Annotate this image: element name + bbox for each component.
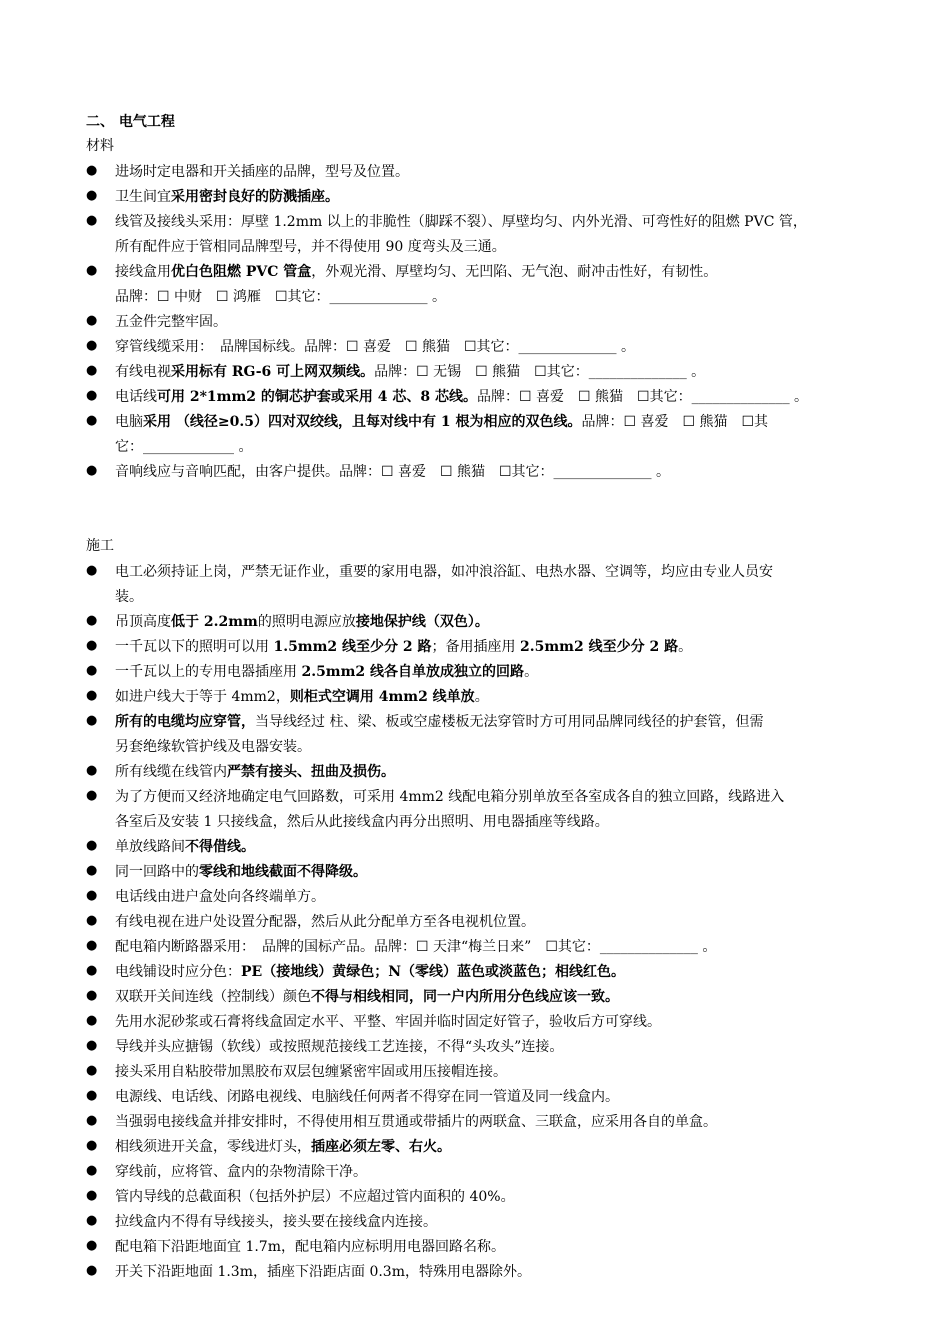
bullet-icon: ● [86,713,98,728]
materials-item-text [115,185,915,210]
construction-item-text [115,835,915,860]
construction-item-text [115,860,915,885]
materials-item-text [115,160,915,185]
text-segment: 同一回路中的 [115,864,199,880]
construction-item-text [115,1035,915,1060]
text-segment: 所有配件应于管相同品牌型号，并不得使用 90 度弯头及三通。 [115,239,506,255]
bullet-icon: ● [86,763,98,778]
bold-segment: 2.5mm2 线至少分 2 路 [520,639,679,655]
bold-segment: 采用标有 RG-6 可上网双频线。 [171,364,375,380]
construction-item-text [115,785,915,835]
text-segment: 电话线 [115,389,157,405]
text-segment: 装。 [115,589,143,605]
bold-segment: 则柜式空调用 4mm2 线单放 [289,689,475,705]
construction-item-text [115,710,915,760]
materials-item-text [115,460,915,485]
construction-item-text [115,1010,915,1035]
text-segment: 五金件完整牢固。 [115,314,227,330]
text-segment: 。 [678,639,693,655]
text-segment: 音响线应与音响匹配，由客户提供。品牌：☐ 喜爱 ☐ 熊猫 ☐其它：______________ 。 [115,464,671,480]
text-segment: 电线铺设时应分色： [115,964,241,980]
bold-segment: 采用密封良好的防溅插座。 [171,189,339,205]
text-segment: 吊顶高度 [115,614,171,630]
bullet-icon: ● [86,888,98,903]
text-segment: 有线电视在进户处设置分配器，然后从此分配单方至各电视机位置。 [115,914,535,930]
bullet-icon: ● [86,863,98,878]
text-segment: 品牌：☐ 喜爱 ☐ 熊猫 ☐其 [581,414,769,430]
bullet-icon: ● [86,1088,98,1103]
materials-title: 材料 [86,138,114,154]
construction-item-text [115,635,915,660]
text-segment: 配电箱下沿距地面宜 1.7m，配电箱内应标明用电器回路名称。 [115,1239,505,1255]
materials-item-text [115,360,915,385]
text-segment: 接头采用自粘胶带加黑胶布双层包缠紧密牢固或用压接帽连接。 [115,1064,507,1080]
text-segment: 当导线经过 柱、梁、板或空虚楼板无法穿管时方可用同品牌同线径的护套管，但需 [255,714,764,730]
text-segment: 接线盒用 [115,264,171,280]
materials-item-text [115,385,915,410]
bullet-icon: ● [86,688,98,703]
bold-segment: 采用 （线径≥0.5）四对双绞线，且每对线中有 1 根为相应的双色线。 [143,414,582,430]
materials-item-text [115,335,915,360]
bullet-icon: ● [86,563,98,578]
text-segment: 品牌：☐ 无锡 ☐ 熊猫 ☐其它：______________ 。 [374,364,706,380]
bold-segment: 不得与相线相同，同一户内所用分色线应该一致。 [311,989,619,1005]
text-segment: 配电箱内断路器采用： 品牌的国标产品。品牌：☐ 天津“梅兰日来” ☐其它：______________ 。 [115,939,717,955]
bullet-icon: ● [86,363,98,378]
bullet-icon: ● [86,313,98,328]
bold-segment: 1.5mm2 线至少分 2 路 [273,639,432,655]
bullet-icon: ● [86,838,98,853]
text-segment: 有线电视 [115,364,171,380]
bullet-icon: ● [86,1113,98,1128]
text-segment: 电话线由进户盒处向各终端单方。 [115,889,325,905]
text-segment: ；备用插座用 [431,639,520,655]
bold-segment: 低于 2.2mm [171,614,258,630]
construction-item-text [115,1135,915,1160]
bullet-icon: ● [86,1163,98,1178]
construction-item-text [115,685,915,710]
materials-item-text [115,260,915,310]
section-title: 二、 电气工程 [86,114,175,130]
bold-segment: 可用 2*1mm2 的铜芯护套或采用 4 芯、8 芯线。 [157,389,478,405]
text-segment: 。 [524,664,539,680]
bullet-icon: ● [86,163,98,178]
text-segment: 如进户线大于等于 4mm2， [115,689,290,705]
bold-segment: 严禁有接头、扭曲及损伤。 [227,764,395,780]
construction-item-text [115,935,915,960]
materials-item-text [115,310,915,335]
bullet-icon: ● [86,638,98,653]
text-segment: 导线并头应搪锡（软线）或按照规范接线工艺连接，不得“头攻头”连接。 [115,1039,564,1055]
bullet-icon: ● [86,1063,98,1078]
bold-segment: 接地保护线（双色）。 [355,614,489,630]
text-segment: 品牌：☐ 中财 ☐ 鸿雁 ☐其它：______________ 。 [115,289,447,305]
construction-item-text [115,1260,915,1285]
materials-item-text [115,410,915,460]
text-segment: 一千瓦以上的专用电器插座用 [115,664,302,680]
text-segment: 电脑 [115,414,143,430]
bullet-icon: ● [86,463,98,478]
bullet-icon: ● [86,613,98,628]
construction-item-text [115,1085,915,1110]
bullet-icon: ● [86,988,98,1003]
construction-item-text [115,985,915,1010]
text-segment: 各室后及安装 1 只接线盒，然后从此接线盒内再分出照明、用电器插座等线路。 [115,814,609,830]
text-segment: 它：_____________ 。 [115,439,253,455]
bullet-icon: ● [86,188,98,203]
text-segment: 双联开关间连线（控制线）颜色 [115,989,311,1005]
text-segment: 穿管线缆采用： 品牌国标线。品牌：☐ 喜爱 ☐ 熊猫 ☐其它：______________ 。 [115,339,636,355]
bold-segment: PE（接地线）黄绿色；N（零线）蓝色或淡蓝色；相线红色。 [241,964,625,980]
construction-item-text [115,760,915,785]
bullet-icon: ● [86,1238,98,1253]
materials-item-text [115,210,915,260]
text-segment: 线管及接线头采用：厚壁 1.2mm 以上的非脆性（脚踩不裂）、厚壁均匀、内外光滑、可弯性好的阻燃 PVC 管， [115,214,807,230]
text-segment: 一千瓦以下的照明可以用 [115,639,274,655]
construction-item-text [115,610,915,635]
construction-item-text [115,960,915,985]
text-segment: 先用水泥砂浆或石膏将线盒固定水平、平整、牢固并临时固定好管子，验收后方可穿线。 [115,1014,661,1030]
construction-title: 施工 [86,538,114,554]
bullet-icon: ● [86,1013,98,1028]
text-segment: 管内导线的总截面积（包括外护层）不应超过管内面积的 40%。 [115,1189,515,1205]
bold-segment: 所有的电缆均应穿管， [115,714,255,730]
bold-segment: 插座必须左零、右火。 [311,1139,451,1155]
text-segment: 当强弱电接线盒并排安排时，不得使用相互贯通或带插片的两联盒、三联盒，应采用各自的单盒。 [115,1114,717,1130]
text-segment: 卫生间宜 [115,189,171,205]
text-segment: 单放线路间 [115,839,185,855]
text-segment: ，外观光滑、厚壁均匀、无凹陷、无气泡、耐冲击性好，有韧性。 [311,264,718,280]
bullet-icon: ● [86,1213,98,1228]
text-segment: 穿线前，应将管、盒内的杂物清除干净。 [115,1164,367,1180]
text-segment: 电工必须持证上岗，严禁无证作业，重要的家用电器，如冲浪浴缸、电热水器、空调等，均应由专业人员安 [115,564,773,580]
bullet-icon: ● [86,1188,98,1203]
bullet-icon: ● [86,788,98,803]
text-segment: 。 [474,689,489,705]
bullet-icon: ● [86,388,98,403]
text-segment: 另套绝缘软管护线及电器安装。 [115,739,311,755]
construction-item-text [115,1235,915,1260]
construction-item-text [115,885,915,910]
text-segment: 电源线、电话线、闭路电视线、电脑线任何两者不得穿在同一管道及同一线盒内。 [115,1089,619,1105]
bold-segment: 2.5mm2 线各自单放成独立的回路 [301,664,525,680]
text-segment: 为了方便而又经济地确定电气回路数，可采用 4mm2 线配电箱分别单放至各室成各自的独立回路，线路进入 [115,789,785,805]
bullet-icon: ● [86,1263,98,1278]
text-segment: 开关下沿距地面 1.3m，插座下沿距店面 0.3m，特殊用电器除外。 [115,1264,531,1280]
bullet-icon: ● [86,913,98,928]
construction-item-text [115,910,915,935]
construction-item-text [115,660,915,685]
construction-item-text [115,1185,915,1210]
construction-item-text [115,1160,915,1185]
text-segment: 拉线盒内不得有导线接头，接头要在接线盒内连接。 [115,1214,437,1230]
construction-item-text [115,1210,915,1235]
bullet-icon: ● [86,963,98,978]
bold-segment: 不得借线。 [185,839,255,855]
construction-item-text [115,560,915,610]
text-segment: 的照明电源应放 [257,614,356,630]
bullet-icon: ● [86,1038,98,1053]
text-segment: 进场时定电器和开关插座的品牌，型号及位置。 [115,164,409,180]
bullet-icon: ● [86,338,98,353]
text-segment: 品牌：☐ 喜爱 ☐ 熊猫 ☐其它：______________ 。 [477,389,809,405]
construction-item-text [115,1110,915,1135]
construction-item-text [115,1060,915,1085]
text-segment: 所有线缆在线管内 [115,764,227,780]
text-segment: 相线须进开关盒，零线进灯头， [115,1139,311,1155]
bullet-icon: ● [86,213,98,228]
bullet-icon: ● [86,413,98,428]
bold-segment: 优白色阻燃 PVC 管盒 [171,264,312,280]
bullet-icon: ● [86,1138,98,1153]
bullet-icon: ● [86,663,98,678]
bullet-icon: ● [86,263,98,278]
bold-segment: 零线和地线截面不得降级。 [199,864,367,880]
bullet-icon: ● [86,938,98,953]
